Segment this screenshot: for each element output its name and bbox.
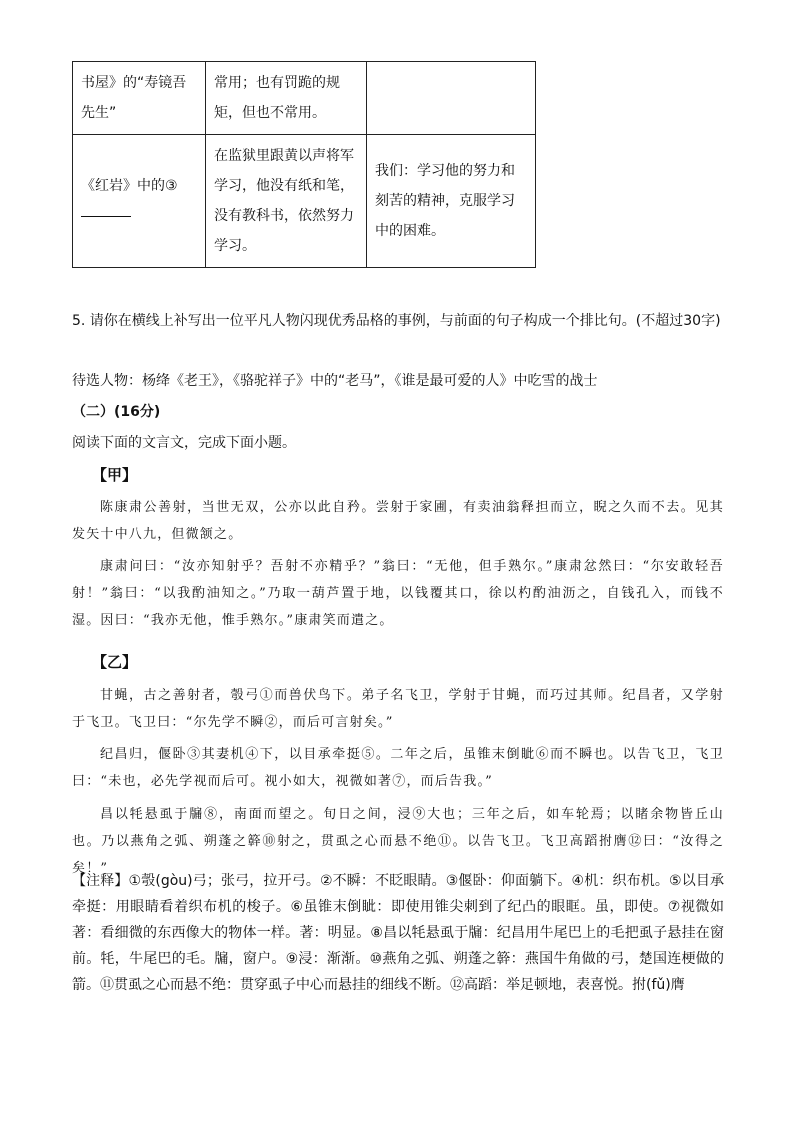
passage-jia-paragraph-2: 康肃问曰：“汝亦知射乎？吾射不亦精乎？”翁曰：“无他，但手熟尔。”康肃忿然曰：“尔安敢轻吾射！”翁曰：“以我酌油知之。”乃取一葫芦置于地，以钱覆其口，徐以杓酌油沥之，自钱孔入，而钱不湿。因曰：“我亦无他，惟手熟尔。”康肃笑而遣之。 [72,559,724,628]
table-cell [367,62,536,135]
table-cell [73,135,206,268]
section-title: （二）(16分) [72,404,161,420]
answer-blank [81,215,131,217]
annotations: 【注释】①彀(gòu)弓；张弓，拉开弓。②不瞬：不眨眼睛。③偃卧：仰面躺下。④机：织布机。⑤以目承牵挺：用眼睛看着织布机的梭子。⑥虽锥末倒眦：即使用锥尖刺到了纪凸的眼眶。虽，即使。⑦视微如著：看细微的东西像大的物体一样。著：明显。⑧昌以牦悬虱于牖：纪昌用牛尾巴上的毛把虱子悬挂在窗前。牦，牛尾巴的毛。牖，窗户。⑨浸：渐渐。⑩燕角之弧、朔蓬之簳：燕国牛角做的弓，楚国连梗做的箭。⑪贯虱之心而悬不绝：贯穿虱子中心而悬挂的细线不断。⑫高蹈：举足顿地，表喜悦。拊(fǔ)膺 [72,873,724,993]
table-cell: 我们：学习他的努力和刻苦的精神，克服学习中的困难。 [367,135,536,268]
table-cell: 在监狱里跟黄以声将军学习，他没有纸和笔，没有教科书，依然努力学习。 [206,135,367,268]
passage-yi-paragraph-1: 甘蝇，古之善射者，彀弓①而兽伏鸟下。弟子名飞卫，学射于甘蝇，而巧过其师。纪昌者，又学射于飞卫。飞卫曰：“尔先学不瞬②，而后可言射矣。” [72,688,724,730]
table-cell: 书屋》的“寿镜吾先生” [73,62,206,135]
candidate-figures: 待选人物：杨绛《老王》，《骆驼祥子》中的“老马”，《谁是最可爱的人》中吃雪的战士 [72,373,598,389]
question-5: 5. 请你在横线上补写出一位平凡人物闪现优秀品格的事例，与前面的句子构成一个排比句。(不超过30字) [72,313,721,329]
passage-jia-label: 【甲】 [92,466,138,484]
study-table [72,61,536,268]
passage-jia-paragraph-1: 陈康肃公善射，当世无双，公亦以此自矜。尝射于家圃，有卖油翁释担而立，睨之久而不去。见其发矢十中八九，但微颔之。 [72,500,724,542]
passage-yi-label: 【乙】 [92,653,138,671]
passage-yi-paragraph-3: 昌以牦悬虱于牖⑧，南面而望之。旬日之间，浸⑨大也；三年之后，如车轮焉；以睹余物皆丘山也。乃以燕角之弧、朔蓬之簳⑩射之，贯虱之心而悬不绝⑪。以告飞卫。飞卫高蹈拊膺⑫曰：“汝得之矣！” [72,807,724,876]
section-instruction: 阅读下面的文言文，完成下面小题。 [72,435,296,451]
table-row [73,135,536,268]
table-cell: 常用；也有罚跪的规矩，但也不常用。 [206,62,367,135]
table-cell-text: 《红岩》中的③ [81,178,178,194]
passage-yi-paragraph-2: 纪昌归，偃卧③其妻机④下，以目承牵挺⑤。二年之后，虽锥末倒眦⑥而不瞬也。以告飞卫，飞卫曰：“未也，必先学视而后可。视小如大，视微如著⑦，而后告我。” [72,747,724,789]
table-row [73,62,536,135]
